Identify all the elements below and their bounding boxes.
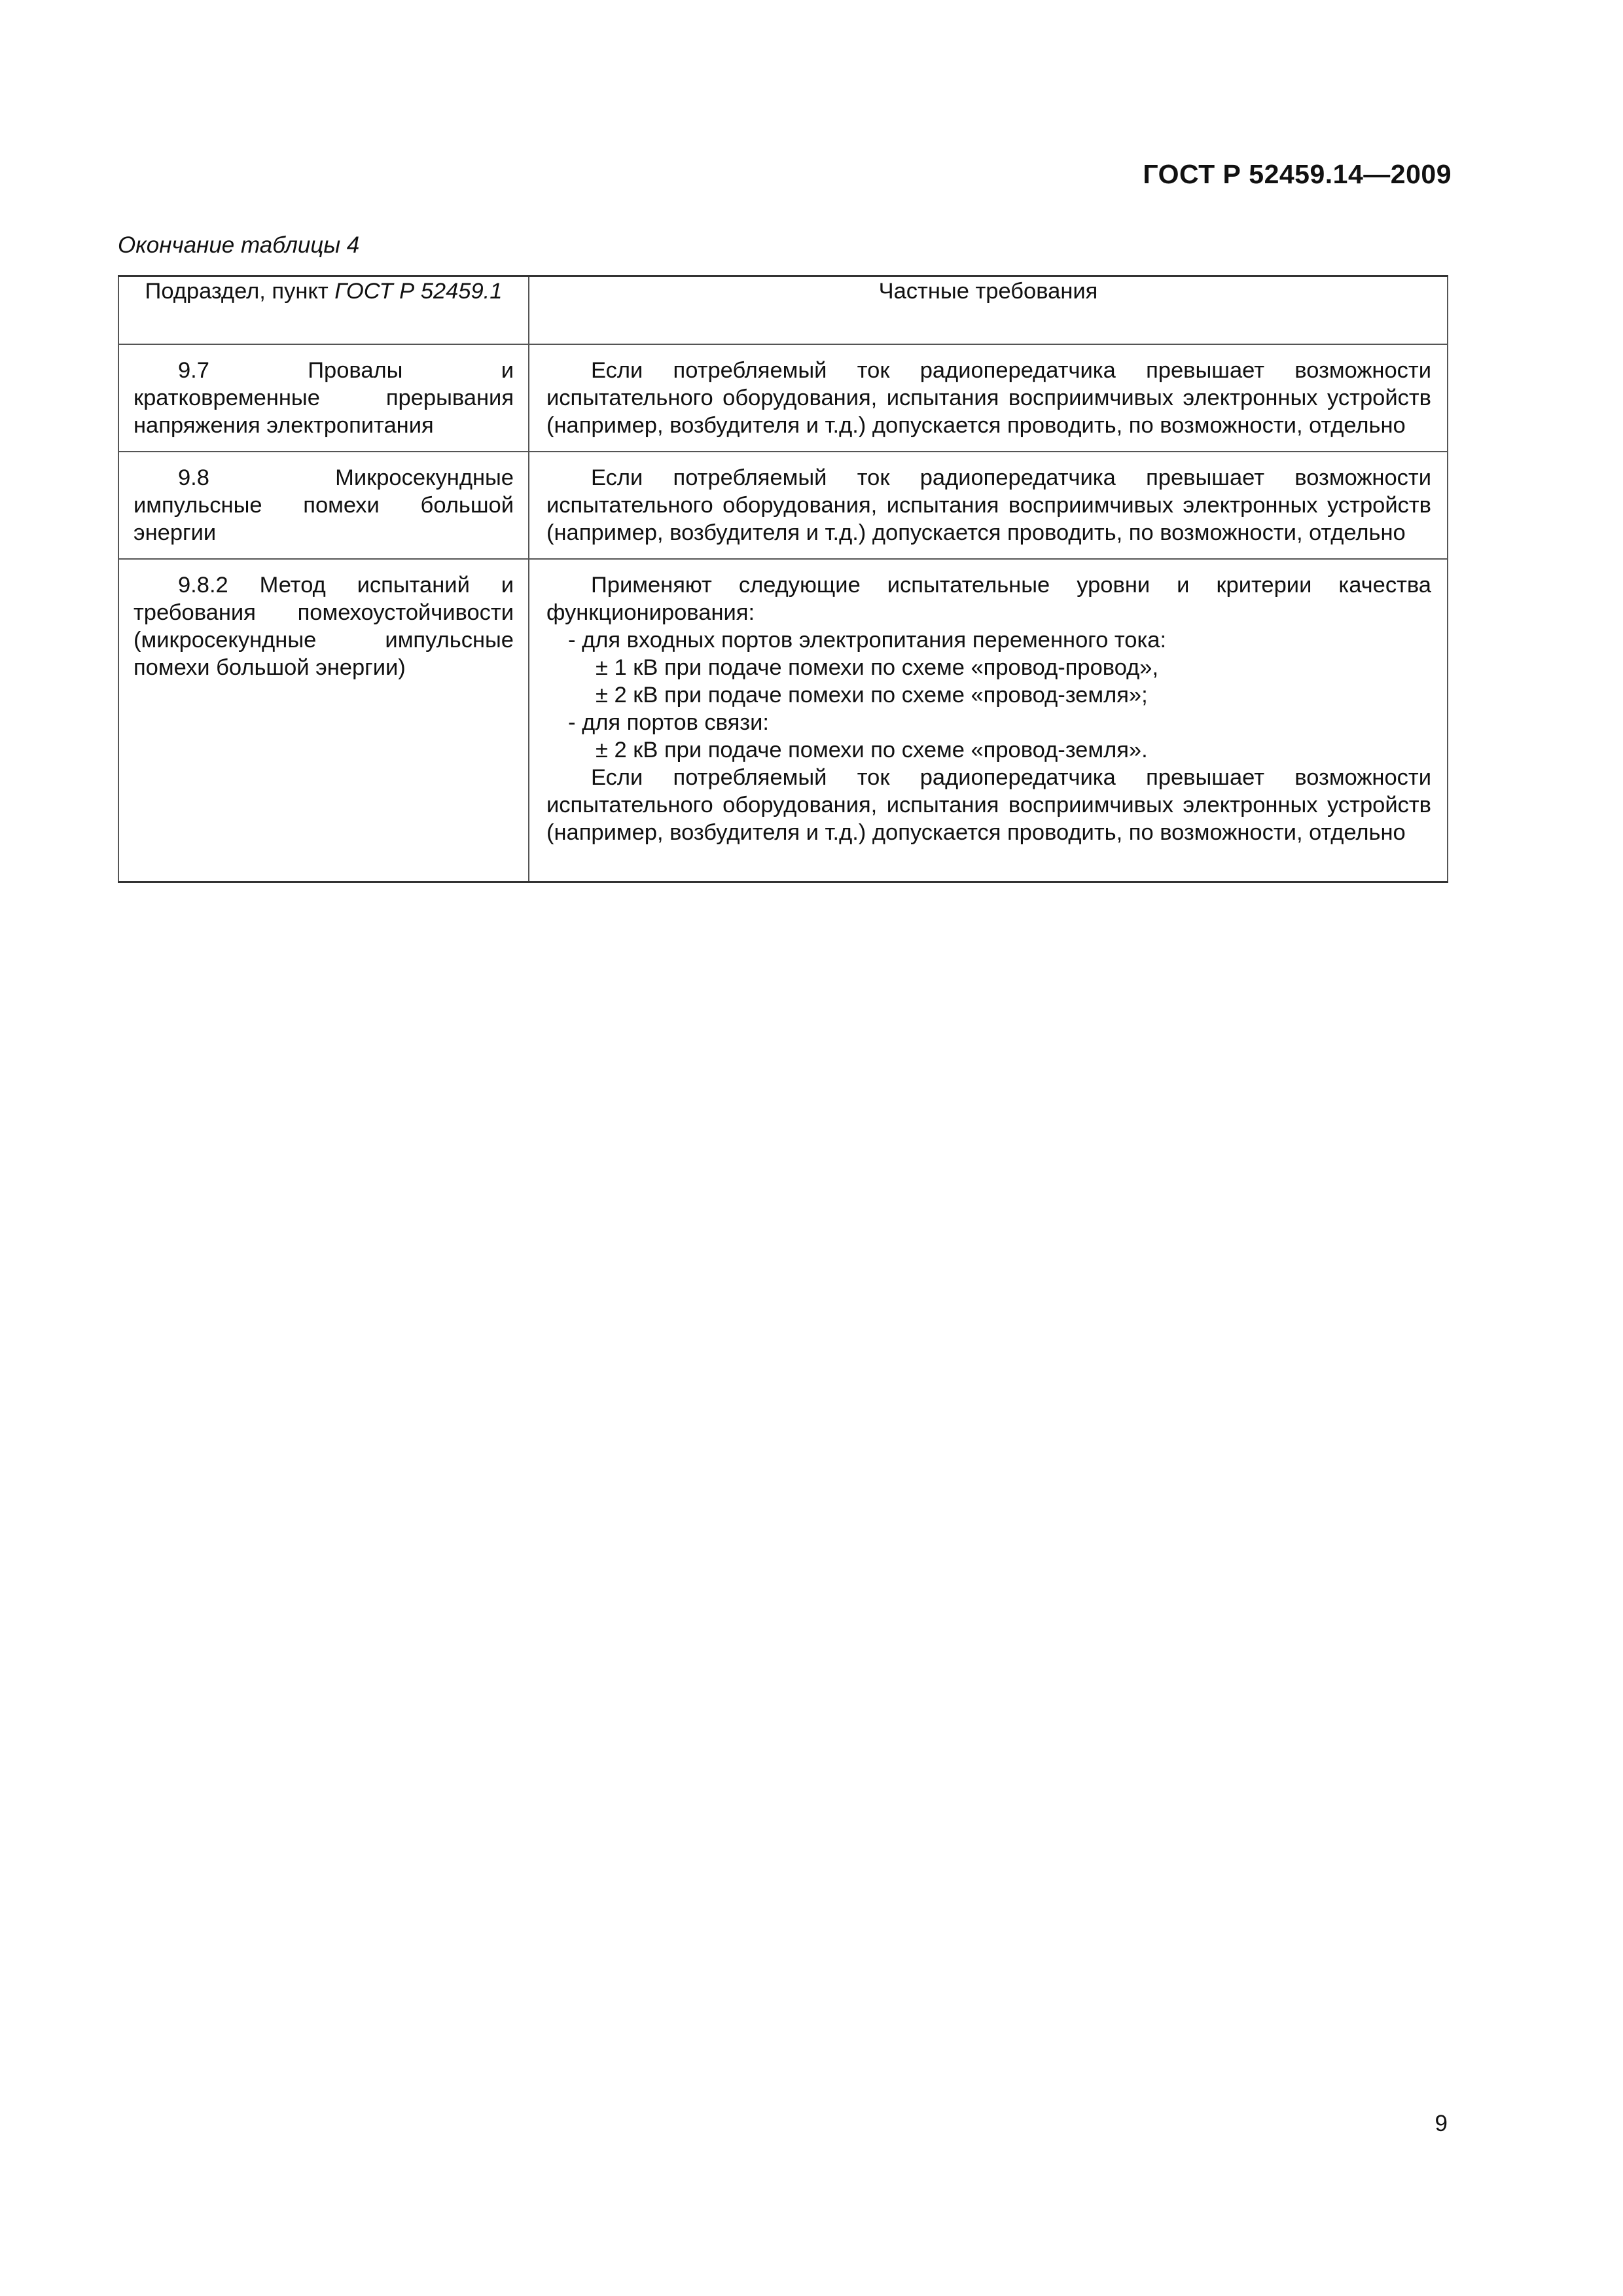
section-cell [118,452,529,559]
table-row [118,452,1448,559]
column-header-requirements: Частные требования [529,276,1448,345]
list-subitem: ± 1 кВ при подаче помехи по схеме «провод-провод», [596,655,1159,680]
table-row [118,559,1448,882]
column-header-section-standard: ГОСТ Р 52459.1 [334,279,503,304]
list-item-comm-ports: - для портов связи: [568,710,769,735]
page-number: 9 [1435,2111,1448,2136]
list-subitem: ± 2 кВ при подаче помехи по схеме «провод-земля». [596,738,1148,762]
document-code: ГОСТ Р 52459.14—2009 [1143,159,1452,189]
requirement-text: Если потребляемый ток радиопередатчика превышает возможности испытательного оборудования, испытания восприимчивых электронных устройств (например, возбудителя и т.д.) допускается проводить, по возможности, отдельно [546,358,1431,438]
section-cell [118,344,529,452]
requirements-table [118,275,1448,883]
requirement-intro: Применяют следующие испытательные уровни и критерии качества функционирования: [546,573,1431,625]
requirement-cell [529,452,1448,559]
column-header-section-prefix: Подраздел, пункт [145,279,335,304]
requirement-cell [529,559,1448,882]
table-row [118,344,1448,452]
column-header-section [118,276,529,345]
requirement-text: Если потребляемый ток радиопередатчика превышает возможности испытательного оборудования, испытания восприимчивых электронных устройств (например, возбудителя и т.д.) допускается проводить, по возможности, отдельно [546,465,1431,545]
requirement-text: Если потребляемый ток радиопередатчика превышает возможности испытательного оборудования, испытания восприимчивых электронных устройств (например, возбудителя и т.д.) допускается проводить, по возможности, отдельно [546,765,1431,845]
list-item-power-ports: - для входных портов электропитания переменного тока: [568,628,1167,653]
table-caption: Окончание таблицы 4 [118,232,360,258]
list-subitem: ± 2 кВ при подаче помехи по схеме «провод-земля»; [596,683,1148,708]
section-cell [118,559,529,882]
requirement-cell [529,344,1448,452]
section-text: 9.8.2 Метод испытаний и требования помехоустойчивости (микросекундные импульсные помехи большой энергии) [134,573,514,680]
section-text: 9.7 Провалы и кратковременные прерывания напряжения электропитания [134,358,514,438]
table-header-row [118,276,1448,345]
section-text: 9.8 Микросекундные импульсные помехи большой энергии [134,465,514,545]
